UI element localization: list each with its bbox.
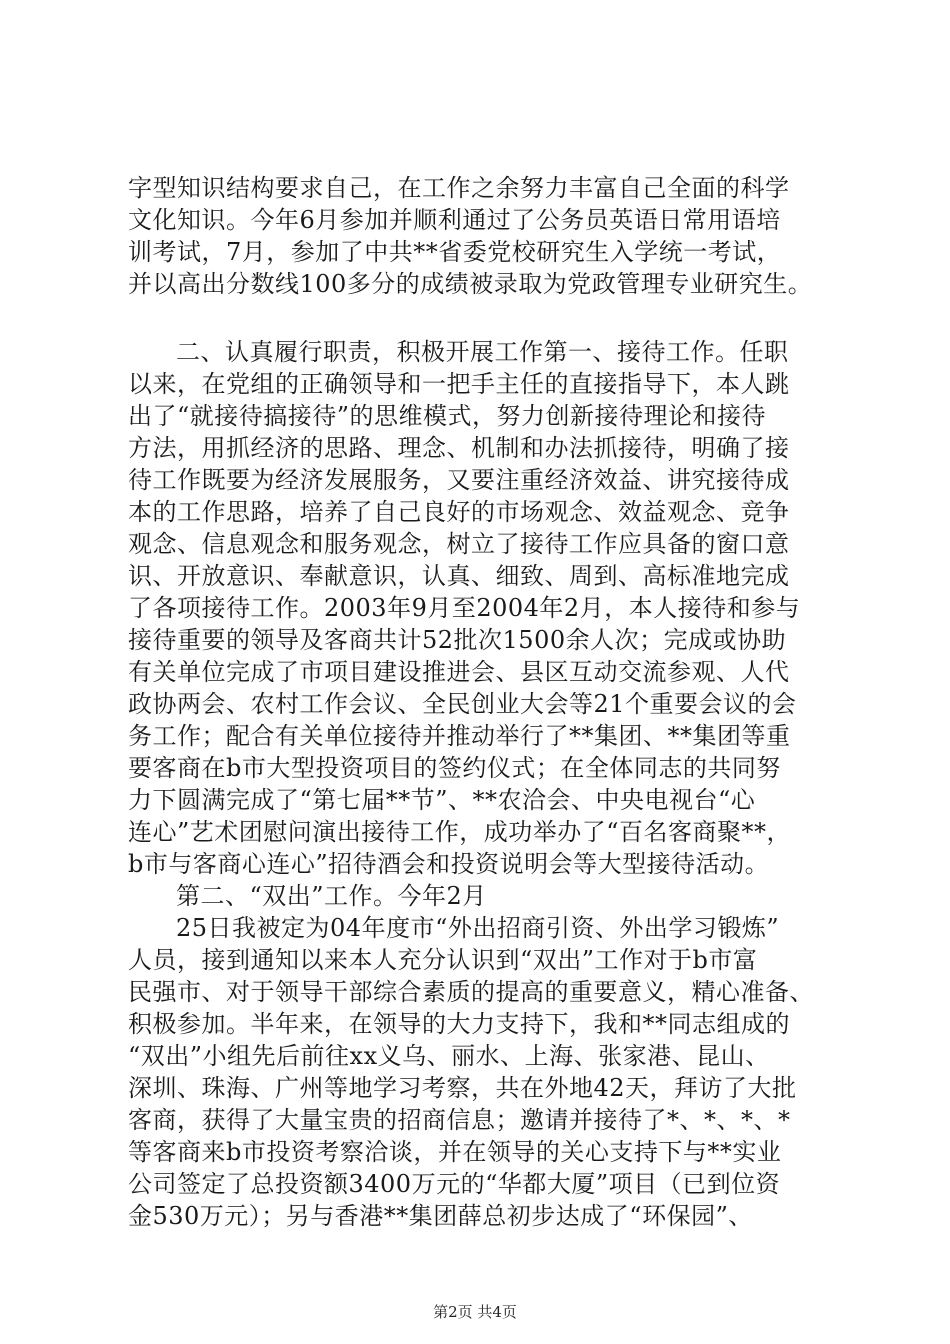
paragraph-2	[128, 336, 828, 880]
text-line: 文化知识。今年6月参加并顺利通过了公务员英语日常用语培	[128, 206, 781, 234]
text-line: 力下圆满完成了“第七届**节”、**农洽会、中央电视台“心	[128, 786, 756, 814]
text-line: 以来，在党组的正确领导和一把手主任的直接指导下，本人跳	[128, 370, 790, 398]
text-line: 本的工作思路，培养了自己良好的市场观念、效益观念、竞争	[128, 498, 790, 526]
text-line: 有关单位完成了市项目建设推进会、县区互动交流参观、人代	[128, 658, 790, 686]
text-line: 25日我被定为04年度市“外出招商引资、外出学习锻炼”	[176, 914, 780, 942]
text-line: 接待重要的领导及客商共计52批次1500余人次；完成或协助	[128, 626, 787, 654]
text-line: 训考试，7月，参加了中共**省委党校研究生入学统一考试，	[128, 238, 782, 266]
text-line: 政协两会、农村工作会议、全民创业大会等21个重要会议的会	[128, 690, 797, 718]
text-line: 字型知识结构要求自己，在工作之余努力丰富自己全面的科学	[128, 174, 790, 202]
text-line: 等客商来b市投资考察洽谈，并在领导的关心支持下与**实业	[128, 1138, 782, 1166]
text-line: b市与客商心连心”招待酒会和投资说明会等大型接待活动。	[128, 850, 770, 878]
text-line: “双出”小组先后前往xx义乌、丽水、上海、张家港、昆山、	[128, 1042, 770, 1070]
text-line: 了各项接待工作。2003年9月至2004年2月，本人接待和参与	[128, 594, 801, 622]
text-line: 客商，获得了大量宝贵的招商信息；邀请并接待了*、*、*、*	[128, 1106, 791, 1134]
text-line: 人员，接到通知以来本人充分认识到“双出”工作对于b市富	[128, 946, 758, 974]
text-line: 要客商在b市大型投资项目的签约仪式；在全体同志的共同努	[128, 754, 781, 782]
paragraph-1	[128, 172, 828, 300]
text-line: 二、认真履行职责，积极开展工作第一、接待工作。任职	[176, 338, 789, 366]
text-line: 识、开放意识、奉献意识，认真、细致、周到、高标准地完成	[128, 562, 790, 590]
text-line: 方法，用抓经济的思路、理念、机制和办法抓接待，明确了接	[128, 434, 790, 462]
text-line: 出了“就接待搞接待”的思维模式，努力创新接待理论和接待	[128, 402, 767, 430]
text-line: 金530万元）；另与香港**集团薛总初步达成了“环保园”、	[128, 1202, 753, 1230]
document-body	[128, 172, 828, 1232]
paragraph-spacer	[128, 300, 828, 336]
text-line: 深圳、珠海、广州等地学习考察，共在外地42天，拜访了大批	[128, 1074, 797, 1102]
text-line: 第二、“双出”工作。今年2月	[176, 882, 487, 910]
text-line: 务工作；配合有关单位接待并推动举行了**集团、**集团等重	[128, 722, 791, 750]
text-line: 待工作既要为经济发展服务，又要注重经济效益、讲究接待成	[128, 466, 790, 494]
text-line: 并以高出分数线100多分的成绩被录取为党政管理专业研究生。	[128, 270, 813, 298]
text-line: 观念、信息观念和服务观念，树立了接待工作应具备的窗口意	[128, 530, 790, 558]
text-line: 民强市、对于领导干部综合素质的提高的重要意义，精心准备、	[128, 978, 814, 1006]
page-number-footer: 第2页 共4页	[433, 1303, 517, 1321]
paragraph-4	[128, 912, 828, 1232]
text-line: 公司签定了总投资额3400万元的“华都大厦”项目（已到位资	[128, 1170, 781, 1198]
text-line: 积极参加。半年来，在领导的大力支持下，我和**同志组成的	[128, 1010, 790, 1038]
paragraph-3	[128, 880, 828, 912]
text-line: 连心”艺术团慰问演出接待工作，成功举办了“百名客商聚**，	[128, 818, 792, 846]
